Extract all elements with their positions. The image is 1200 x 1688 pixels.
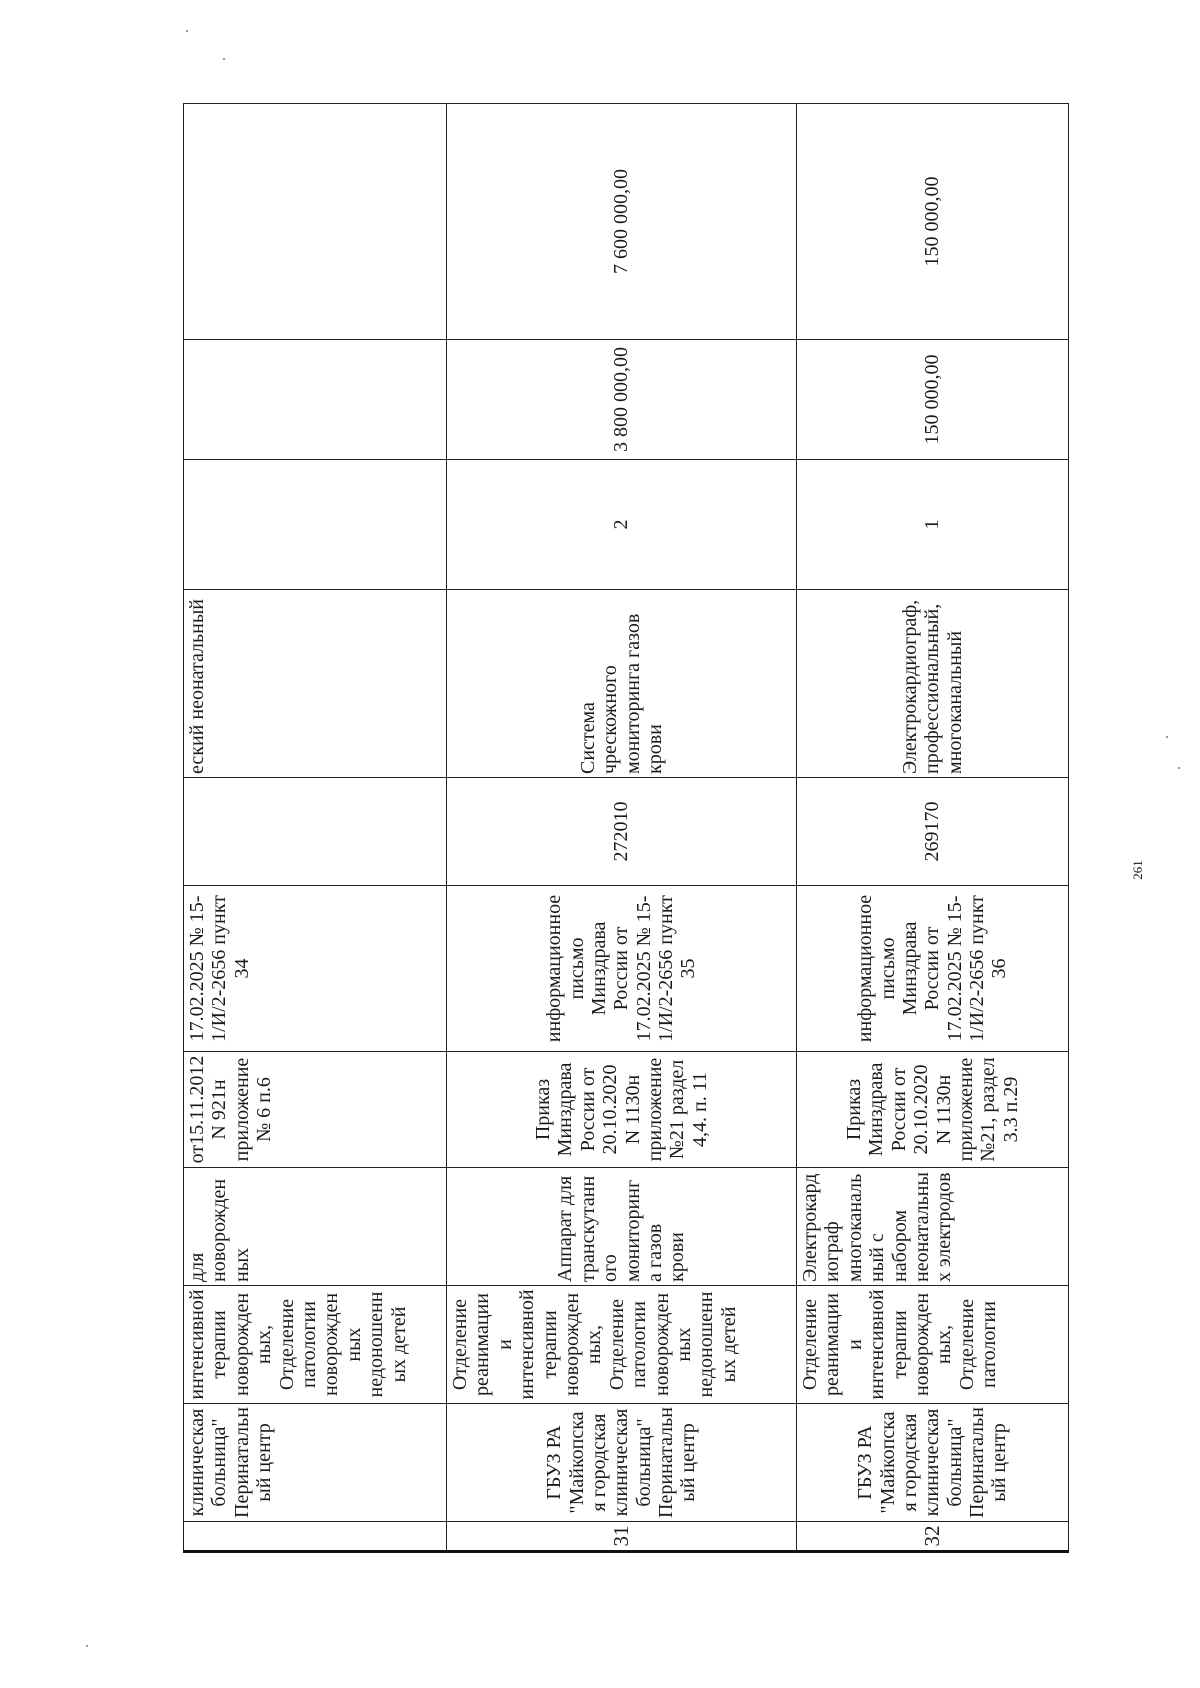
scan-speck — [186, 30, 188, 32]
row-number: 31 — [447, 1522, 797, 1552]
equipment-cell: Аппарат для транскутанного мониторинга газов крови — [447, 1168, 797, 1286]
table-row — [184, 104, 447, 1552]
order-cell: Приказ Минздрава России от 20.10.2020 N 1130н приложение №21, раздел 3.3 п.29 — [797, 1052, 1069, 1168]
total-cell — [184, 104, 447, 340]
scan-speck — [86, 1645, 88, 1647]
equipment-table — [183, 103, 1069, 1553]
code-cell: 269170 — [797, 778, 1069, 886]
organization-cell: ГБУЗ РА "Майкопская городская клиническая больница" Перинатальный центр — [447, 1404, 797, 1522]
total-cell: 7 600 000,00 — [447, 104, 797, 340]
row-number: 32 — [797, 1522, 1069, 1552]
department-cell: Отделение реанимации и интенсивной терапии новорожденных, Отделение патологии — [797, 1286, 1069, 1404]
quantity-cell — [184, 460, 447, 590]
scan-speck — [1178, 767, 1180, 769]
code-cell — [184, 778, 447, 886]
row-number — [184, 1522, 447, 1552]
equipment-cell: Электрокардиограф многоканальный с набором неонатальных электродов — [797, 1168, 1069, 1286]
scan-speck — [223, 58, 225, 60]
department-cell: интенсивной терапии новорожденных, Отделение патологии новорожденных недоношенных детей — [184, 1286, 447, 1404]
page-number: 261 — [1129, 860, 1145, 880]
price-cell: 150 000,00 — [797, 340, 1069, 460]
name-cell: Система чрескожного мониторинга газов крови — [447, 590, 797, 778]
name-cell: еский неонатальный — [184, 590, 447, 778]
organization-cell: клиническая больница" Перинатальный центр — [184, 1404, 447, 1522]
letter-cell: 17.02.2025 № 15-1/И/2-2656 пункт 34 — [184, 886, 447, 1052]
letter-cell: информационное письмо Минздрава России от 17.02.2025 № 15-1/И/2-2656 пункт 35 — [447, 886, 797, 1052]
code-cell: 272010 — [447, 778, 797, 886]
quantity-cell: 1 — [797, 460, 1069, 590]
table-row — [797, 104, 1069, 1552]
total-cell: 150 000,00 — [797, 104, 1069, 340]
table-row — [447, 104, 797, 1552]
rotated-table-page — [183, 103, 1200, 1547]
name-cell: Электрокардиограф, профессиональный, многоканальный — [797, 590, 1069, 778]
table-wrapper — [183, 103, 1053, 1553]
quantity-cell: 2 — [447, 460, 797, 590]
order-cell: Приказ Минздрава России от 20.10.2020 N 1130н приложение №21 раздел 4,4. п. 11 — [447, 1052, 797, 1168]
price-cell: 3 800 000,00 — [447, 340, 797, 460]
price-cell — [184, 340, 447, 460]
letter-cell: информационное письмо Минздрава России от 17.02.2025 № 15-1/И/2-2656 пункт 36 — [797, 886, 1069, 1052]
organization-cell: ГБУЗ РА "Майкопская городская клиническая больница" Перинатальный центр — [797, 1404, 1069, 1522]
department-cell: Отделение реанимации и интенсивной терапии новорожденных, Отделение патологии новорожденных недоношенных детей — [447, 1286, 797, 1404]
equipment-cell: для новорожденных — [184, 1168, 447, 1286]
order-cell: от15.11.2012 N 921н приложение№ 6 п.6 — [184, 1052, 447, 1168]
scan-speck — [1166, 736, 1168, 738]
